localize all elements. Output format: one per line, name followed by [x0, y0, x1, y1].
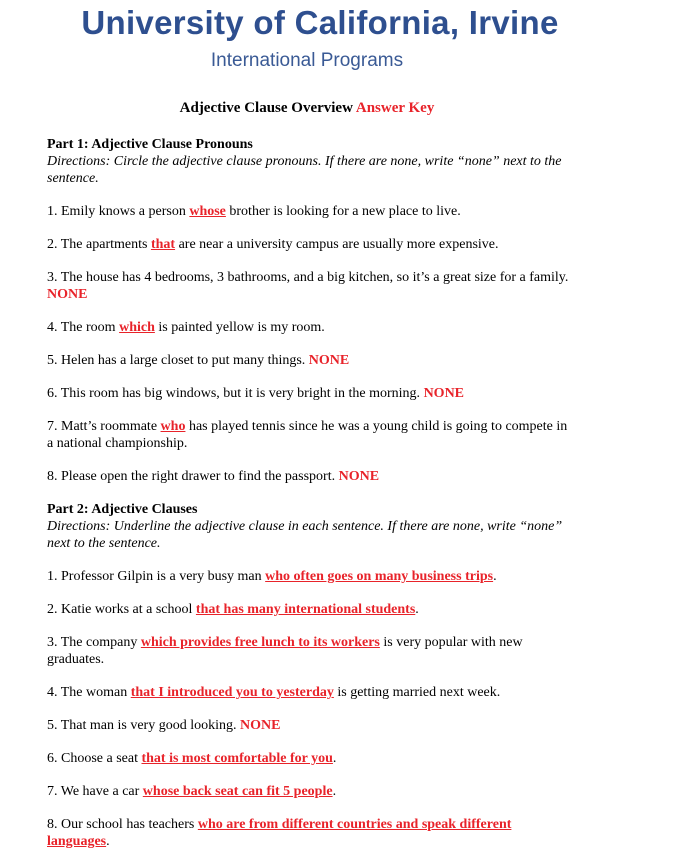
- part1-directions: Directions: Circle the adjective clause pronouns. If there are none, write “none” next to the sentence.: [47, 154, 562, 186]
- item-text-before: 7. We have a car: [47, 784, 143, 799]
- part2-item-8: [47, 816, 572, 850]
- item-answer: that I introduced you to yesterday: [130, 685, 334, 700]
- part1-item-2: [47, 236, 572, 253]
- item-text-after: .: [332, 751, 337, 766]
- item-text-after: are near a university campus are usually more expensive.: [175, 237, 499, 252]
- item-text-before: 8. Please open the right drawer to find the passport.: [47, 469, 339, 484]
- part2-item-1: [47, 568, 572, 585]
- item-text-after: is very popular with new graduates.: [47, 635, 523, 667]
- part1-item-3: [47, 269, 572, 303]
- part2-section: [47, 501, 572, 552]
- part2-item-2: [47, 601, 572, 618]
- item-text-after: brother is looking for a new place to live.: [225, 204, 461, 219]
- item-text-before: 2. The apartments: [47, 237, 151, 252]
- part2-item-7: [47, 783, 572, 800]
- item-text-before: 1. Professor Gilpin is a very busy man: [47, 569, 266, 584]
- part1-item-5: [47, 352, 572, 369]
- item-text-before: 4. The room: [47, 320, 120, 335]
- item-answer: who often goes on many business trips: [265, 569, 494, 584]
- part1-item-1: [47, 203, 572, 220]
- part1-item-4: [47, 319, 572, 336]
- item-text-after: is painted yellow is my room.: [154, 320, 325, 335]
- item-text-before: 3. The house has 4 bedrooms, 3 bathrooms, and a big kitchen, so it’s a great size for a family.: [47, 270, 569, 285]
- document-title-main: Adjective Clause Overview: [179, 100, 353, 116]
- item-text-before: 6. Choose a seat: [47, 751, 142, 766]
- item-text-before: 8. Our school has teachers: [47, 817, 198, 832]
- item-text-before: 5. Helen has a large closet to put many things.: [47, 353, 309, 368]
- item-text-before: 6. This room has big windows, but it is very bright in the morning.: [47, 386, 424, 401]
- item-text-after: is getting married next week.: [333, 685, 501, 700]
- item-answer: whose: [189, 204, 226, 219]
- item-text-before: 4. The woman: [47, 685, 131, 700]
- item-answer: which: [119, 320, 155, 335]
- part2-item-6: [47, 750, 572, 767]
- part2-item-5: [47, 717, 572, 734]
- item-answer: who are from different countries and speak different languages: [47, 817, 512, 849]
- item-text-after: .: [493, 569, 497, 584]
- item-answer: NONE: [338, 469, 380, 484]
- part1-item-8: [47, 468, 572, 485]
- item-text-after: .: [332, 784, 337, 799]
- item-text-after: .: [106, 834, 110, 849]
- item-answer: who: [160, 419, 186, 434]
- item-text-after: .: [415, 602, 419, 617]
- part2-directions: Directions: Underline the adjective clause in each sentence. If there are none, write “none” next to the sentence.: [47, 519, 563, 551]
- item-text-before: 3. The company: [47, 635, 141, 650]
- part1-item-7: [47, 418, 572, 452]
- item-answer: that has many international students: [195, 602, 416, 617]
- item-answer: NONE: [423, 386, 465, 401]
- department-subtitle: International Programs: [210, 50, 404, 71]
- item-answer: NONE: [308, 353, 350, 368]
- item-answer: that is most comfortable for you: [141, 751, 333, 766]
- university-title: University of California, Irvine: [81, 4, 559, 41]
- item-answer: NONE: [47, 287, 88, 302]
- part2-heading: Part 2: Adjective Clauses: [47, 502, 198, 517]
- item-answer: whose back seat can fit 5 people: [142, 784, 333, 799]
- item-text-before: 7. Matt’s roommate: [47, 419, 161, 434]
- item-text-before: 1. Emily knows a person: [47, 204, 190, 219]
- part2-item-3: [47, 634, 572, 668]
- item-text-after: has played tennis since he was a young child is going to compete in a national championship.: [47, 419, 568, 451]
- item-answer: which provides free lunch to its workers: [140, 635, 380, 650]
- part1-heading: Part 1: Adjective Clause Pronouns: [47, 137, 253, 152]
- answer-key-label: Answer Key: [355, 100, 435, 116]
- part2-item-4: [47, 684, 572, 701]
- item-answer: NONE: [240, 718, 281, 733]
- worksheet-content: [47, 136, 572, 850]
- document-title: [0, 100, 614, 117]
- item-text-before: 2. Katie works at a school: [47, 602, 196, 617]
- item-text-before: 5. That man is very good looking.: [47, 718, 240, 733]
- part1-item-6: [47, 385, 572, 402]
- item-answer: that: [150, 237, 176, 252]
